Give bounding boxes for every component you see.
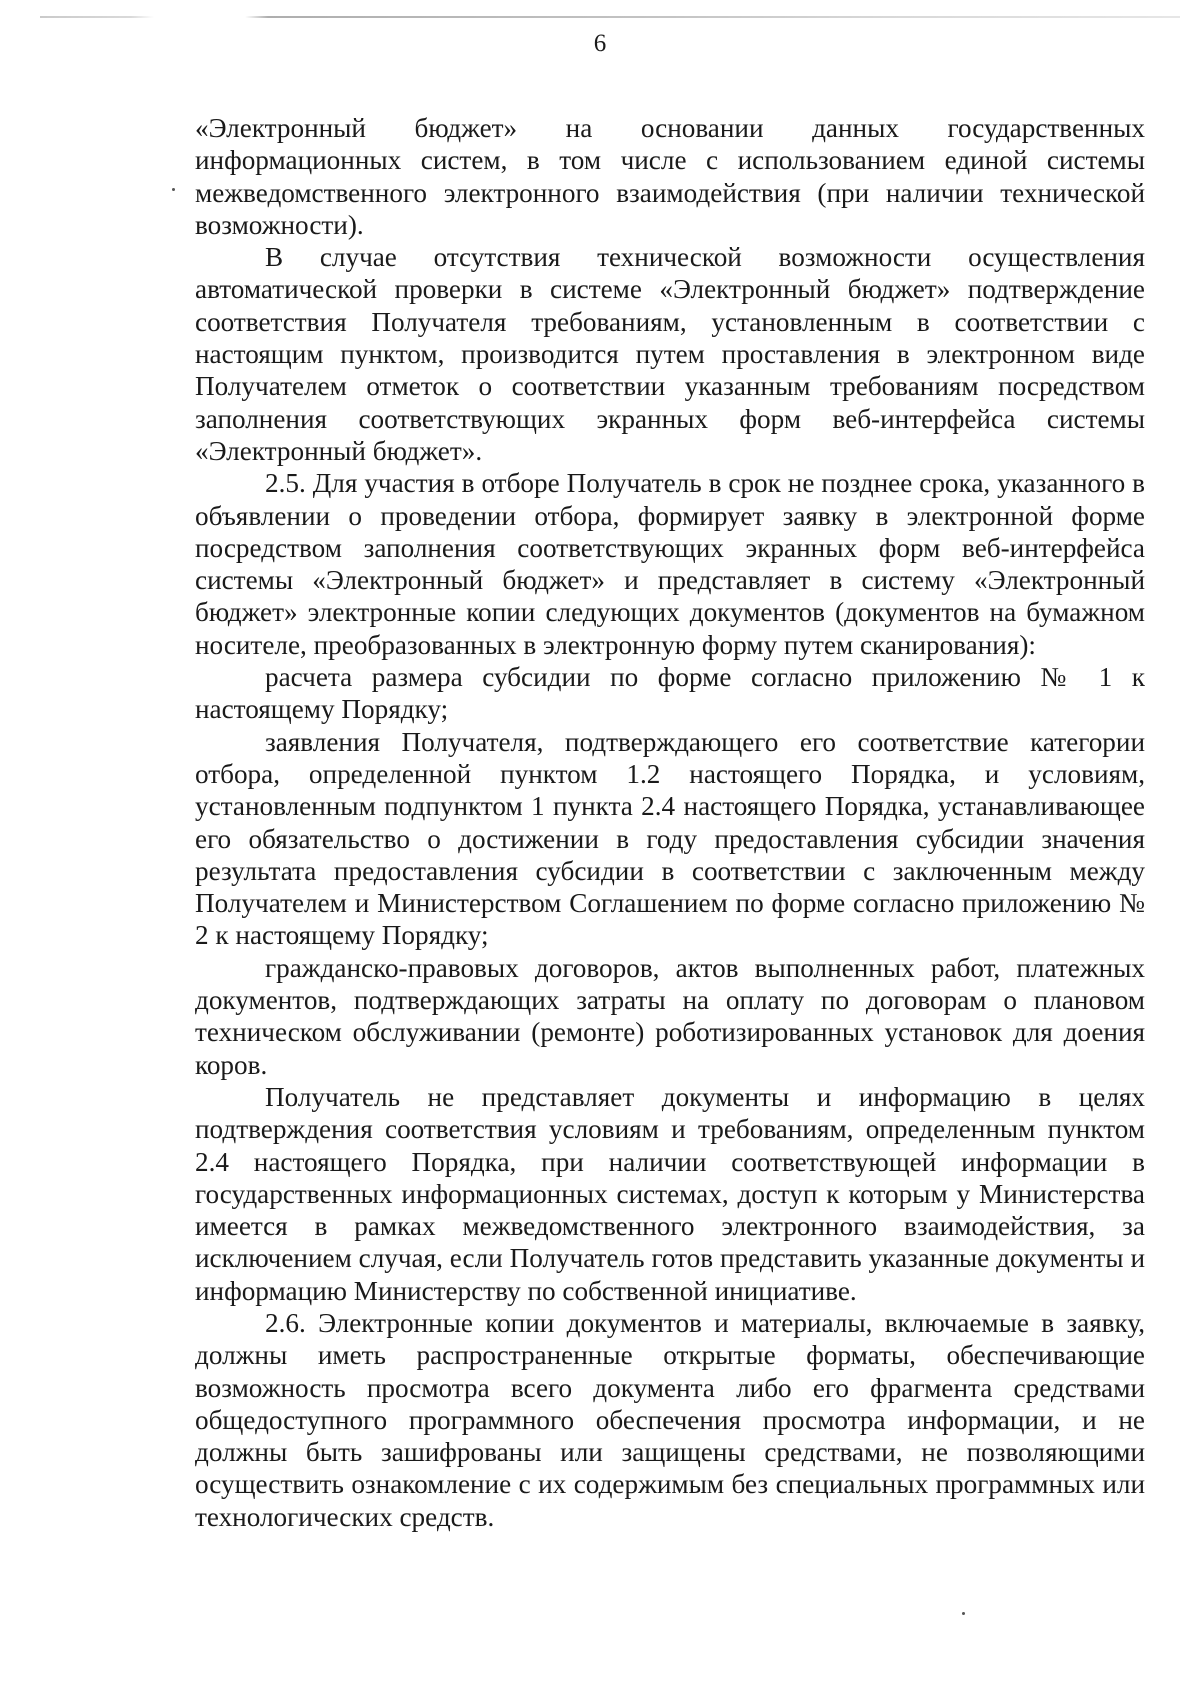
paragraph: расчета размера субсидии по форме согласно приложению № 1 к настоящему Порядку;	[195, 662, 1145, 725]
scan-edge-line	[40, 16, 1180, 18]
scan-speck	[172, 188, 175, 191]
paragraph: 2.5. Для участия в отборе Получатель в срок не позднее срока, указанного в объявлении о проведении отбора, формирует заявку в электронной форме посредством заполнения соответствующих экранных форм веб-интерфейса системы «Электронный бюджет» и представляет в систему «Электронный бюджет» электронные копии следующих документов (документов на бумажном носителе, преобразованных в электронную форму путем сканирования):	[195, 468, 1145, 660]
document-body	[195, 112, 1145, 1533]
page-number: 6	[593, 30, 607, 57]
paragraph: гражданско-правовых договоров, актов выполненных работ, платежных документов, подтверждающих затраты на оплату по договорам о плановом техническом обслуживании (ремонте) роботизированных установок для доения коров.	[195, 952, 1145, 1080]
paragraph: Получатель не представляет документы и информацию в целях подтверждения соответствия условиям и требованиям, определенным пунктом 2.4 настоящего Порядка, при наличии соответствующей информации в государственных информационных системах, доступ к которым у Министерства имеется в рамках межведомственного электронного взаимодействия, за исключением случая, если Получатель готов представить указанные документы и информацию Министерству по собственной инициативе.	[195, 1081, 1145, 1306]
paragraph: В случае отсутствия технической возможности осуществления автоматической проверки в системе «Электронный бюджет» подтверждение соответствия Получателя требованиям, установленным в соответствии с настоящим пунктом, производится путем проставления в электронном виде Получателем отметок о соответствии указанным требованиям посредством заполнения соответствующих экранных форм веб-интерфейса системы «Электронный бюджет».	[195, 242, 1145, 466]
scan-speck	[962, 1612, 965, 1615]
paragraph: «Электронный бюджет» на основании данных государственных информационных систем, в том числе с использованием единой системы межведомственного электронного взаимодействия (при наличии технической возможности).	[195, 113, 1145, 240]
paragraph: заявления Получателя, подтверждающего его соответствие категории отбора, определенной пунктом 1.2 настоящего Порядка, и условиям, установленным подпунктом 1 пункта 2.4 настоящего Порядка, устанавливающее его обязательство о достижении в году предоставления субсидии значения результата предоставления субсидии в соответствии с заключенным между Получателем и Министерством Соглашением по форме согласно приложению № 2 к настоящему Порядку;	[195, 726, 1145, 951]
paragraph: 2.6. Электронные копии документов и материалы, включаемые в заявку, должны иметь распространенные открытые форматы, обеспечивающие возможность просмотра всего документа либо его фрагмента средствами общедоступного программного обеспечения просмотра информации, и не должны быть зашифрованы или защищены средствами, не позволяющими осуществить ознакомление с их содержимым без специальных программных или технологических средств.	[195, 1307, 1145, 1532]
